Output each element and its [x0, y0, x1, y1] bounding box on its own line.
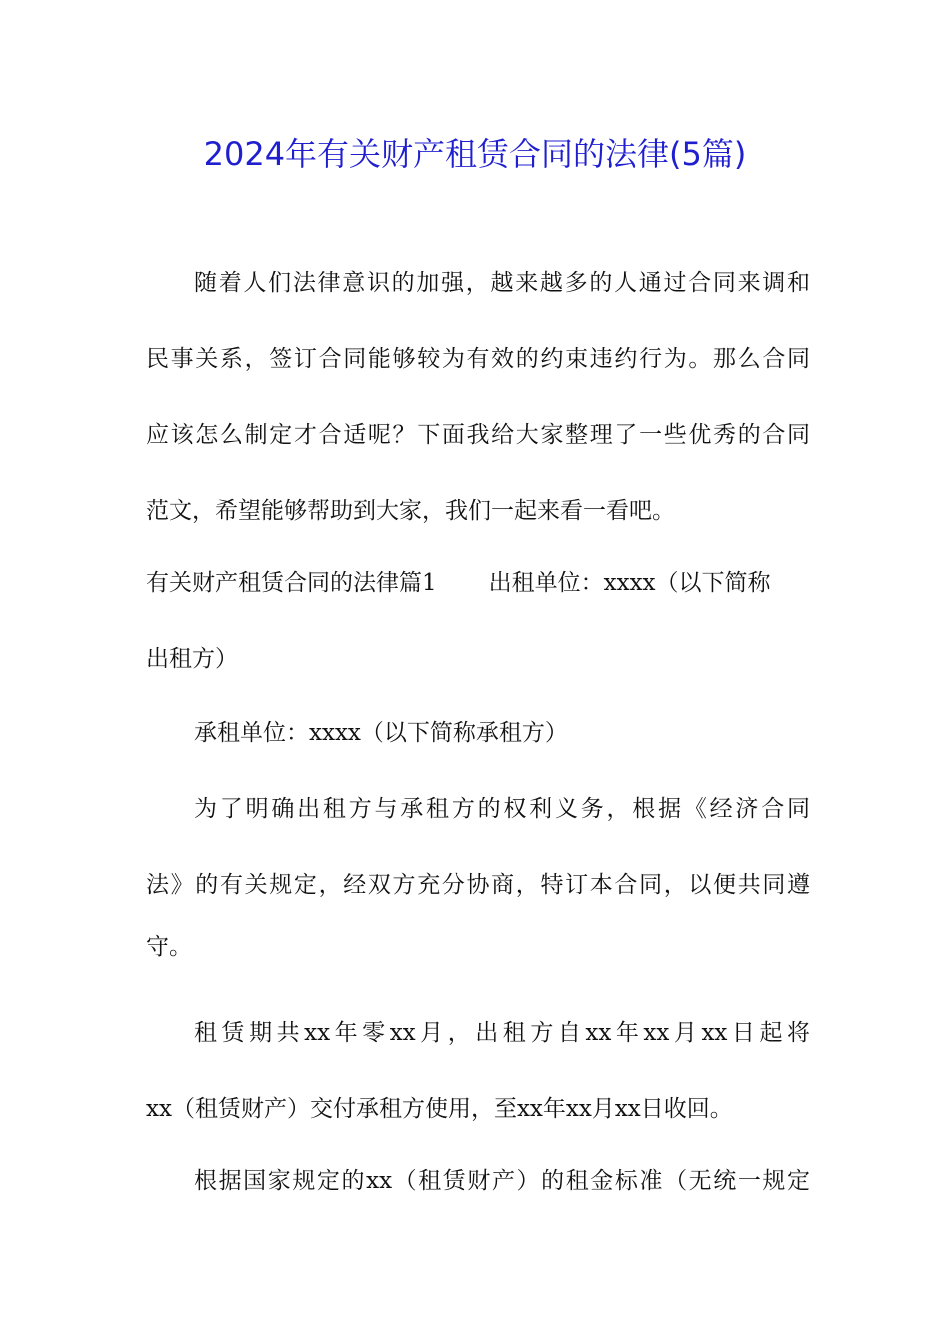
paragraph-line: 根据国家规定的xx（租赁财产）的租金标准（无统一规定 [194, 1168, 810, 1194]
document-title: 2024年有关财产租赁合同的法律(5篇) [203, 135, 747, 173]
paragraph-line: 租赁期共xx年零xx月，出租方自xx年xx月xx日起将 [194, 1020, 810, 1046]
paragraph-line: 守。 [146, 934, 192, 960]
paragraph-line: 出租方） [146, 646, 238, 672]
lessor-label-start: 出租单位：xxxx（以下简称 [488, 570, 771, 596]
paragraph-line: 范文，希望能够帮助到大家，我们一起来看一看吧。 [146, 498, 675, 524]
paragraph-line: 为了明确出租方与承租方的权利义务，根据《经济合同 [194, 796, 810, 822]
section-heading-line [146, 568, 810, 598]
paragraph-line: 法》的有关规定，经双方充分协商，特订本合同，以便共同遵 [146, 872, 810, 898]
paragraph-line: xx（租赁财产）交付承租方使用，至xx年xx月xx日收回。 [146, 1096, 733, 1122]
paragraph-line: 应该怎么制定才合适呢？下面我给大家整理了一些优秀的合同 [146, 422, 810, 448]
section-heading: 有关财产租赁合同的法律篇1 [146, 570, 437, 596]
paragraph-line: 随着人们法律意识的加强，越来越多的人通过合同来调和 [194, 270, 810, 296]
lessee-line: 承租单位：xxxx（以下简称承租方） [194, 720, 568, 746]
paragraph-line: 民事关系，签订合同能够较为有效的约束违约行为。那么合同 [146, 346, 810, 372]
